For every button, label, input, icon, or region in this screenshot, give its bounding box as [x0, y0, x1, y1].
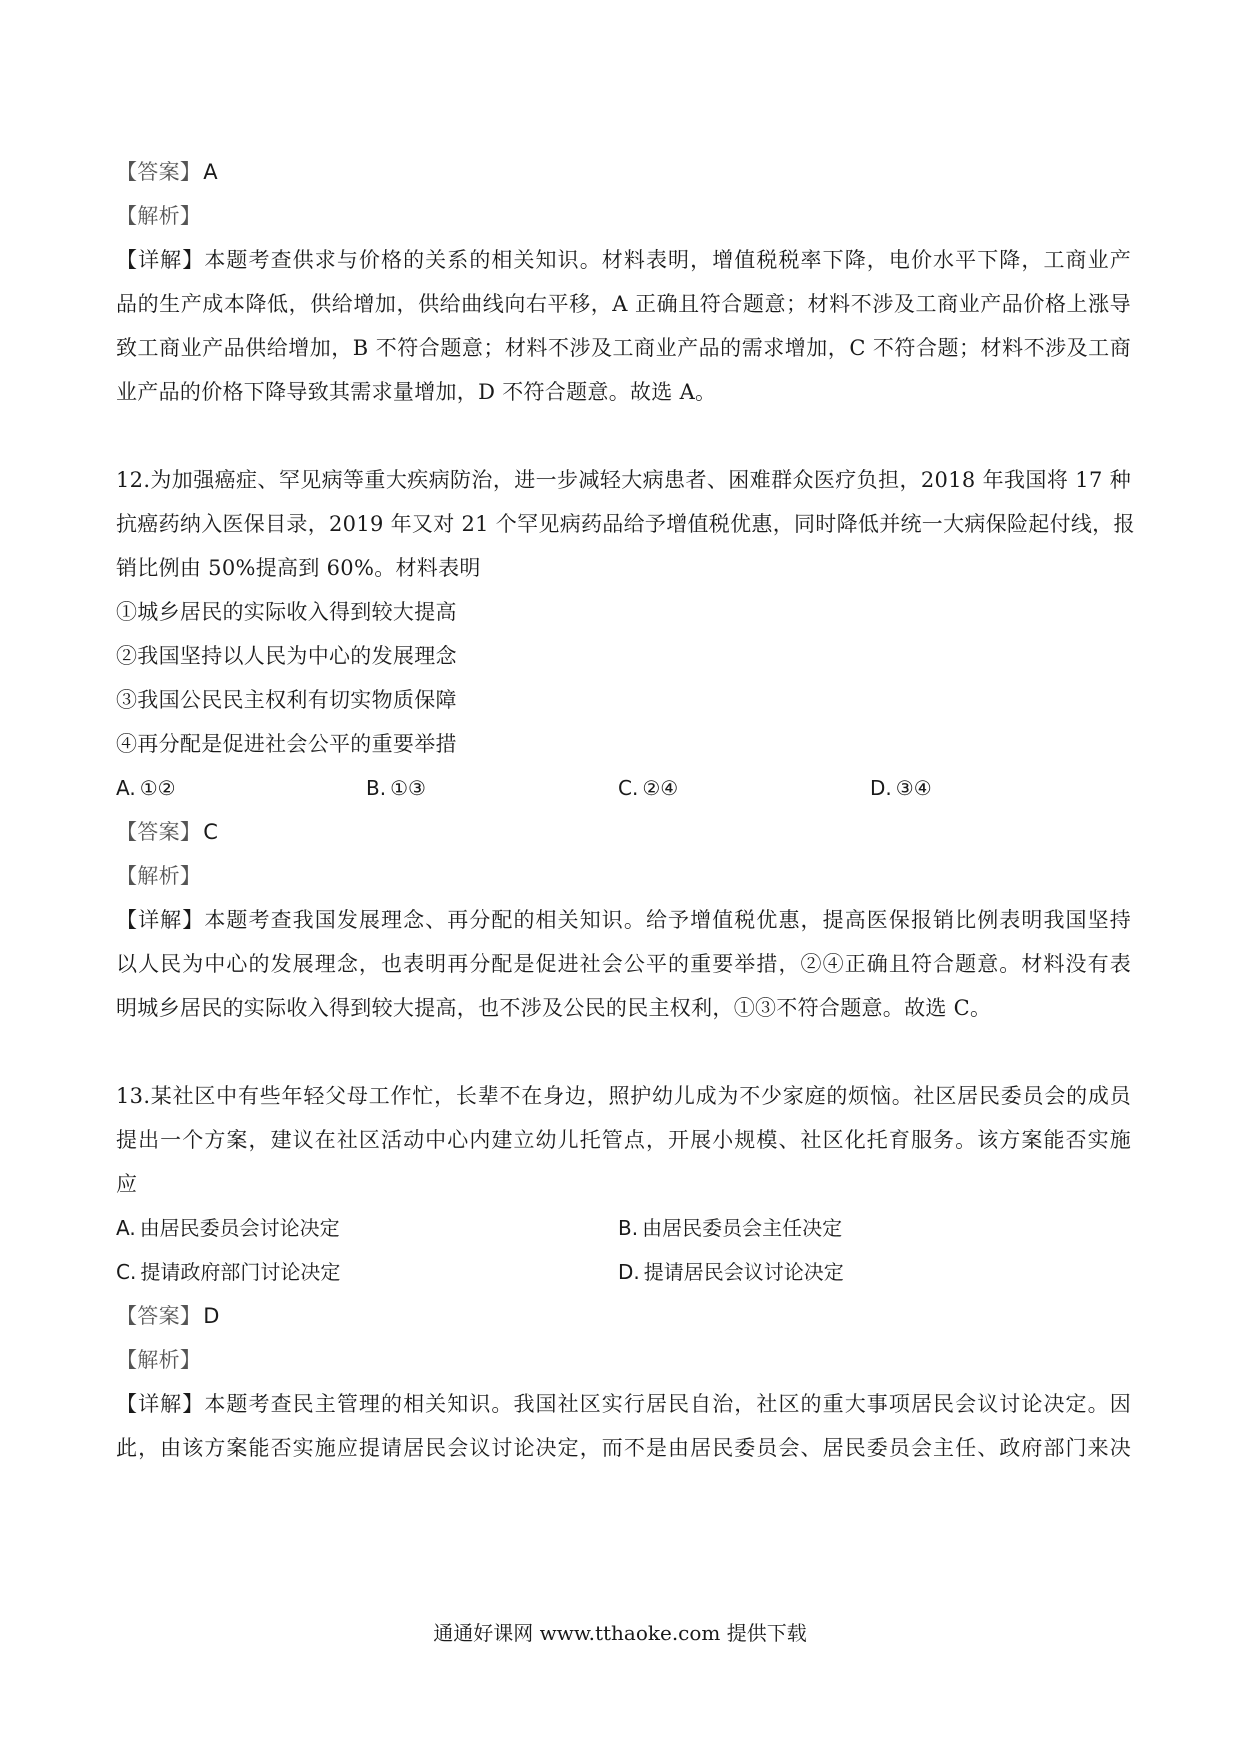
- answer-value: C: [203, 820, 219, 844]
- q12-statement-4: ④再分配是促进社会公平的重要举措: [116, 732, 457, 756]
- answer-value: A: [203, 160, 218, 184]
- q12-option-d: D. ③④: [870, 776, 932, 800]
- q12-statement-1: ①城乡居民的实际收入得到较大提高: [116, 600, 457, 624]
- q12-detail-line-1: 【详解】本题考查我国发展理念、再分配的相关知识。给予增值税优惠，提高医保报销比例表明我国坚持: [116, 908, 1131, 932]
- q12-stem-line-3: 销比例由 50%提高到 60%。材料表明: [116, 556, 481, 580]
- q13-answer: [116, 1301, 220, 1331]
- q13-detail-line-2: 此，由该方案能否实施应提请居民会议讨论决定，而不是由居民委员会、居民委员会主任、政府部门来决: [116, 1436, 1131, 1460]
- answer-tag: 【答案】: [116, 1304, 202, 1328]
- answer-tag: 【答案】: [116, 160, 202, 184]
- q12-detail-line-3: 明城乡居民的实际收入得到较大提高，也不涉及公民的民主权利，①③不符合题意。故选 C。: [116, 996, 992, 1020]
- q12-statement-3: ③我国公民民主权利有切实物质保障: [116, 688, 457, 712]
- page-footer: 通通好课网 www.tthaoke.com 提供下载: [433, 1621, 807, 1645]
- q13-option-c: C. 提请政府部门讨论决定: [116, 1260, 341, 1284]
- q12-stem-line-1: 12.为加强癌症、罕见病等重大疾病防治，进一步减轻大病患者、困难群众医疗负担，2018 年我国将 17 种: [116, 468, 1131, 492]
- q13-analysis-tag: 【解析】: [116, 1348, 202, 1372]
- q11-detail-line-1: 【详解】本题考查供求与价格的关系的相关知识。材料表明，增值税税率下降，电价水平下降，工商业产: [116, 248, 1131, 272]
- q11-detail-line-2: 品的生产成本降低，供给增加，供给曲线向右平移，A 正确且符合题意；材料不涉及工商业产品价格上涨导: [116, 292, 1131, 316]
- q12-analysis-tag: 【解析】: [116, 864, 202, 888]
- q13-option-b: B. 由居民委员会主任决定: [618, 1216, 843, 1240]
- q12-stem-line-2: 抗癌药纳入医保目录，2019 年又对 21 个罕见病药品给予增值税优惠，同时降低并统一大病保险起付线，报: [116, 512, 1135, 536]
- answer-value: D: [203, 1304, 220, 1328]
- q13-detail-line-1: 【详解】本题考查民主管理的相关知识。我国社区实行居民自治，社区的重大事项居民会议讨论决定。因: [116, 1392, 1131, 1416]
- q13-option-d: D. 提请居民会议讨论决定: [618, 1260, 844, 1284]
- answer-tag: 【答案】: [116, 820, 202, 844]
- q12-option-b: B. ①③: [366, 776, 426, 800]
- q11-analysis-tag: 【解析】: [116, 204, 202, 228]
- q12-statement-2: ②我国坚持以人民为中心的发展理念: [116, 644, 457, 668]
- q13-option-a: A. 由居民委员会讨论决定: [116, 1216, 340, 1240]
- q13-stem-line-2: 提出一个方案，建议在社区活动中心内建立幼儿托管点，开展小规模、社区化托育服务。该方案能否实施: [116, 1128, 1131, 1152]
- q13-stem-line-1: 13.某社区中有些年轻父母工作忙，长辈不在身边，照护幼儿成为不少家庭的烦恼。社区居民委员会的成员: [116, 1084, 1131, 1108]
- q12-option-a: A. ①②: [116, 776, 176, 800]
- q11-answer: [116, 157, 218, 187]
- q11-detail-line-3: 致工商业产品供给增加，B 不符合题意；材料不涉及工商业产品的需求增加，C 不符合题；材料不涉及工商: [116, 336, 1131, 360]
- q12-detail-line-2: 以人民为中心的发展理念，也表明再分配是促进社会公平的重要举措，②④正确且符合题意。材料没有表: [116, 952, 1131, 976]
- q12-option-c: C. ②④: [618, 776, 679, 800]
- q12-answer: [116, 817, 218, 847]
- q13-stem-line-3: 应: [116, 1172, 138, 1196]
- q11-detail-line-4: 业产品的价格下降导致其需求量增加，D 不符合题意。故选 A。: [116, 380, 717, 404]
